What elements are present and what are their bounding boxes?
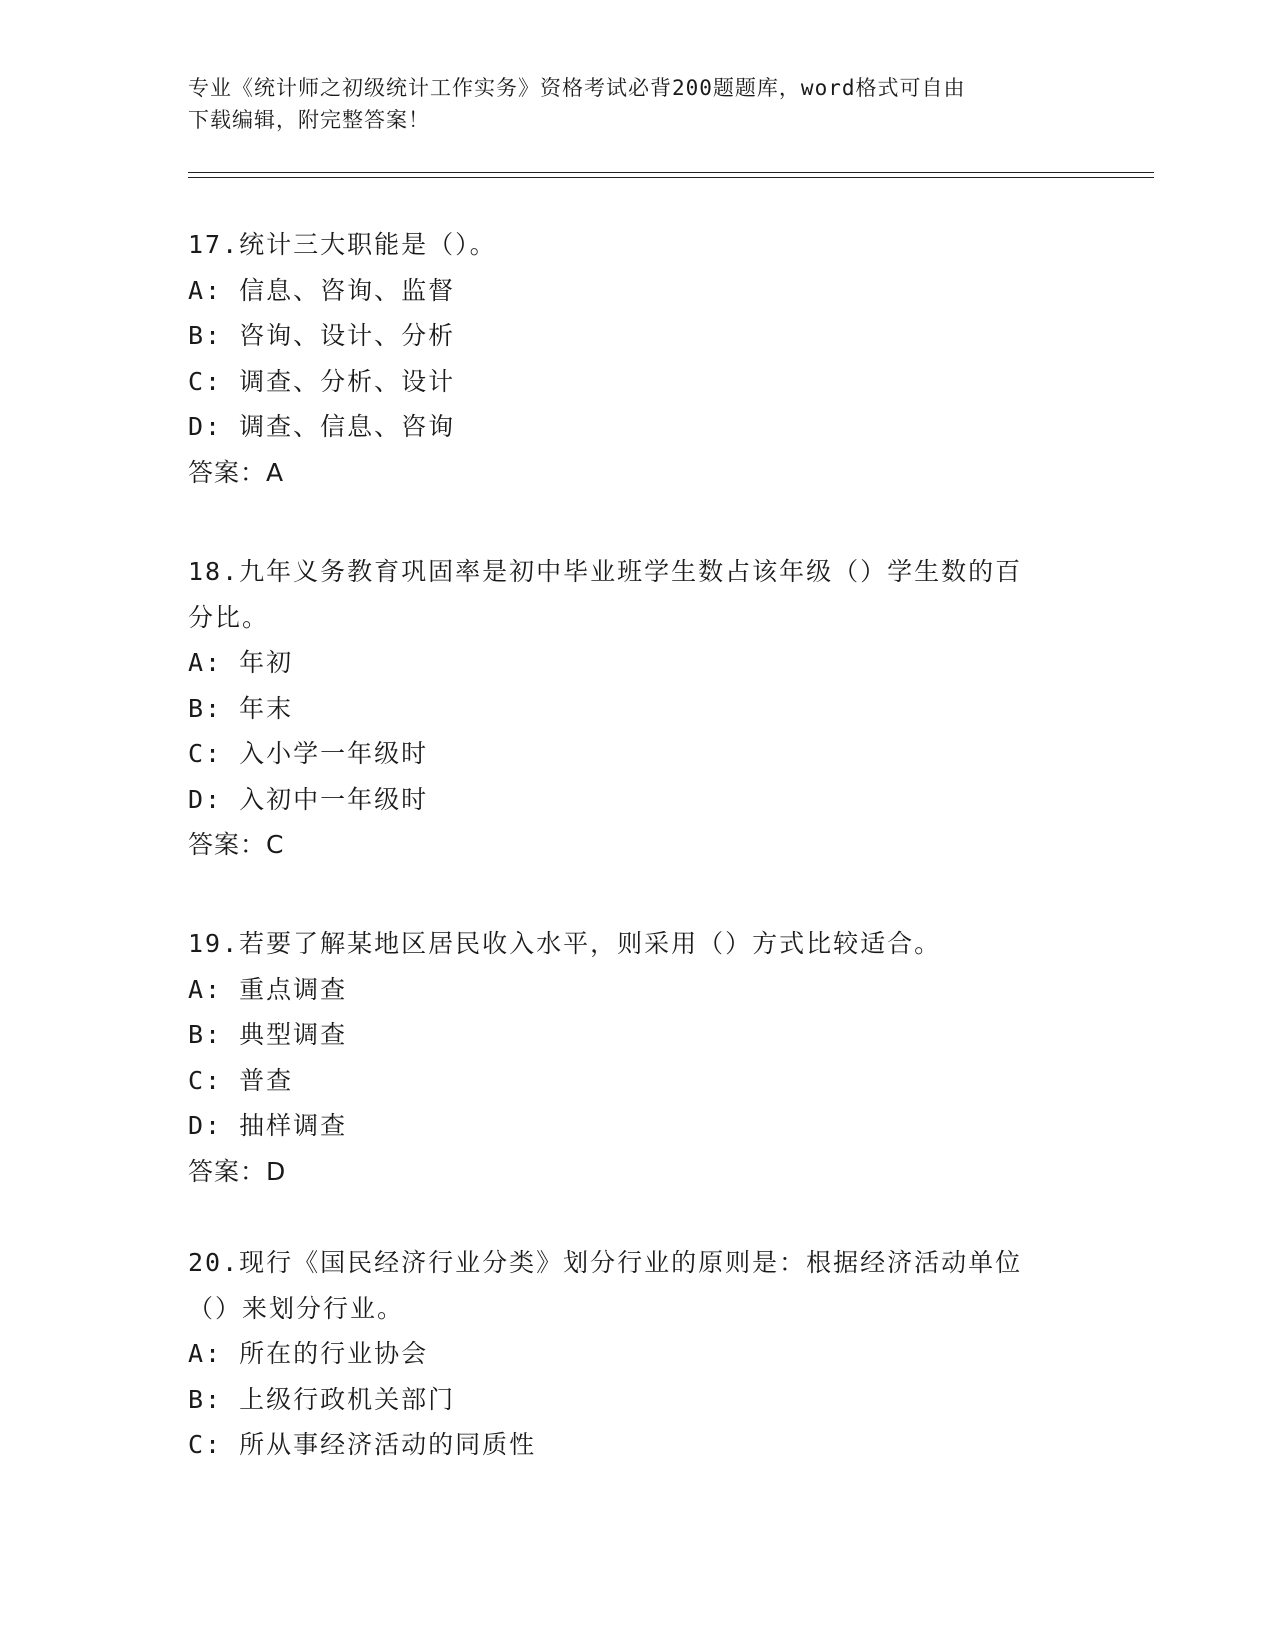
- option-c: C: 所从事经济活动的同质性: [188, 1430, 537, 1459]
- option-c: C: 普查: [188, 1065, 294, 1095]
- option-d: D: 调查、信息、咨询: [188, 412, 456, 441]
- question-17: [188, 222, 1088, 495]
- question-20: [188, 1240, 1088, 1468]
- option-a: A: 重点调查: [188, 974, 348, 1004]
- header-divider-bottom: [188, 177, 1154, 178]
- option-c: C: 调查、分析、设计: [188, 366, 456, 396]
- option-b: B: 咨询、设计、分析: [188, 321, 456, 350]
- option-a: A: 信息、咨询、监督: [188, 275, 456, 305]
- option-b: B: 上级行政机关部门: [188, 1384, 456, 1414]
- header-line-2: 下载编辑，附完整答案！: [188, 108, 430, 132]
- question-stem: 17.统计三大职能是（）。: [188, 230, 497, 259]
- question-stem-line-2: （）来划分行业。: [188, 1293, 405, 1323]
- answer-text: 答案：C: [188, 830, 285, 859]
- option-b: B: 典型调查: [188, 1020, 348, 1049]
- header-divider-top: [188, 172, 1154, 173]
- document-header: [188, 72, 1088, 136]
- option-d: D: 入初中一年级时: [188, 784, 429, 814]
- option-a: A: 所在的行业协会: [188, 1339, 429, 1368]
- question-19: [188, 921, 1088, 1194]
- question-stem-line-2: 分比。: [188, 602, 270, 632]
- question-stem-line-1: 20.现行《国民经济行业分类》划分行业的原则是：根据经济活动单位: [188, 1248, 1023, 1277]
- option-c: C: 入小学一年级时: [188, 739, 429, 768]
- question-stem: 19.若要了解某地区居民收入水平，则采用（）方式比较适合。: [188, 929, 942, 958]
- header-line-1: 专业《统计师之初级统计工作实务》资格考试必背200题题库，word格式可自由: [188, 76, 966, 100]
- answer-text: 答案：D: [188, 1156, 287, 1186]
- option-b: B: 年末: [188, 693, 294, 723]
- option-d: D: 抽样调查: [188, 1111, 348, 1140]
- question-18: [188, 549, 1088, 868]
- answer-text: 答案：A: [188, 457, 285, 487]
- question-stem-line-1: 18.九年义务教育巩固率是初中毕业班学生数占该年级（）学生数的百: [188, 557, 1023, 586]
- option-a: A: 年初: [188, 648, 294, 677]
